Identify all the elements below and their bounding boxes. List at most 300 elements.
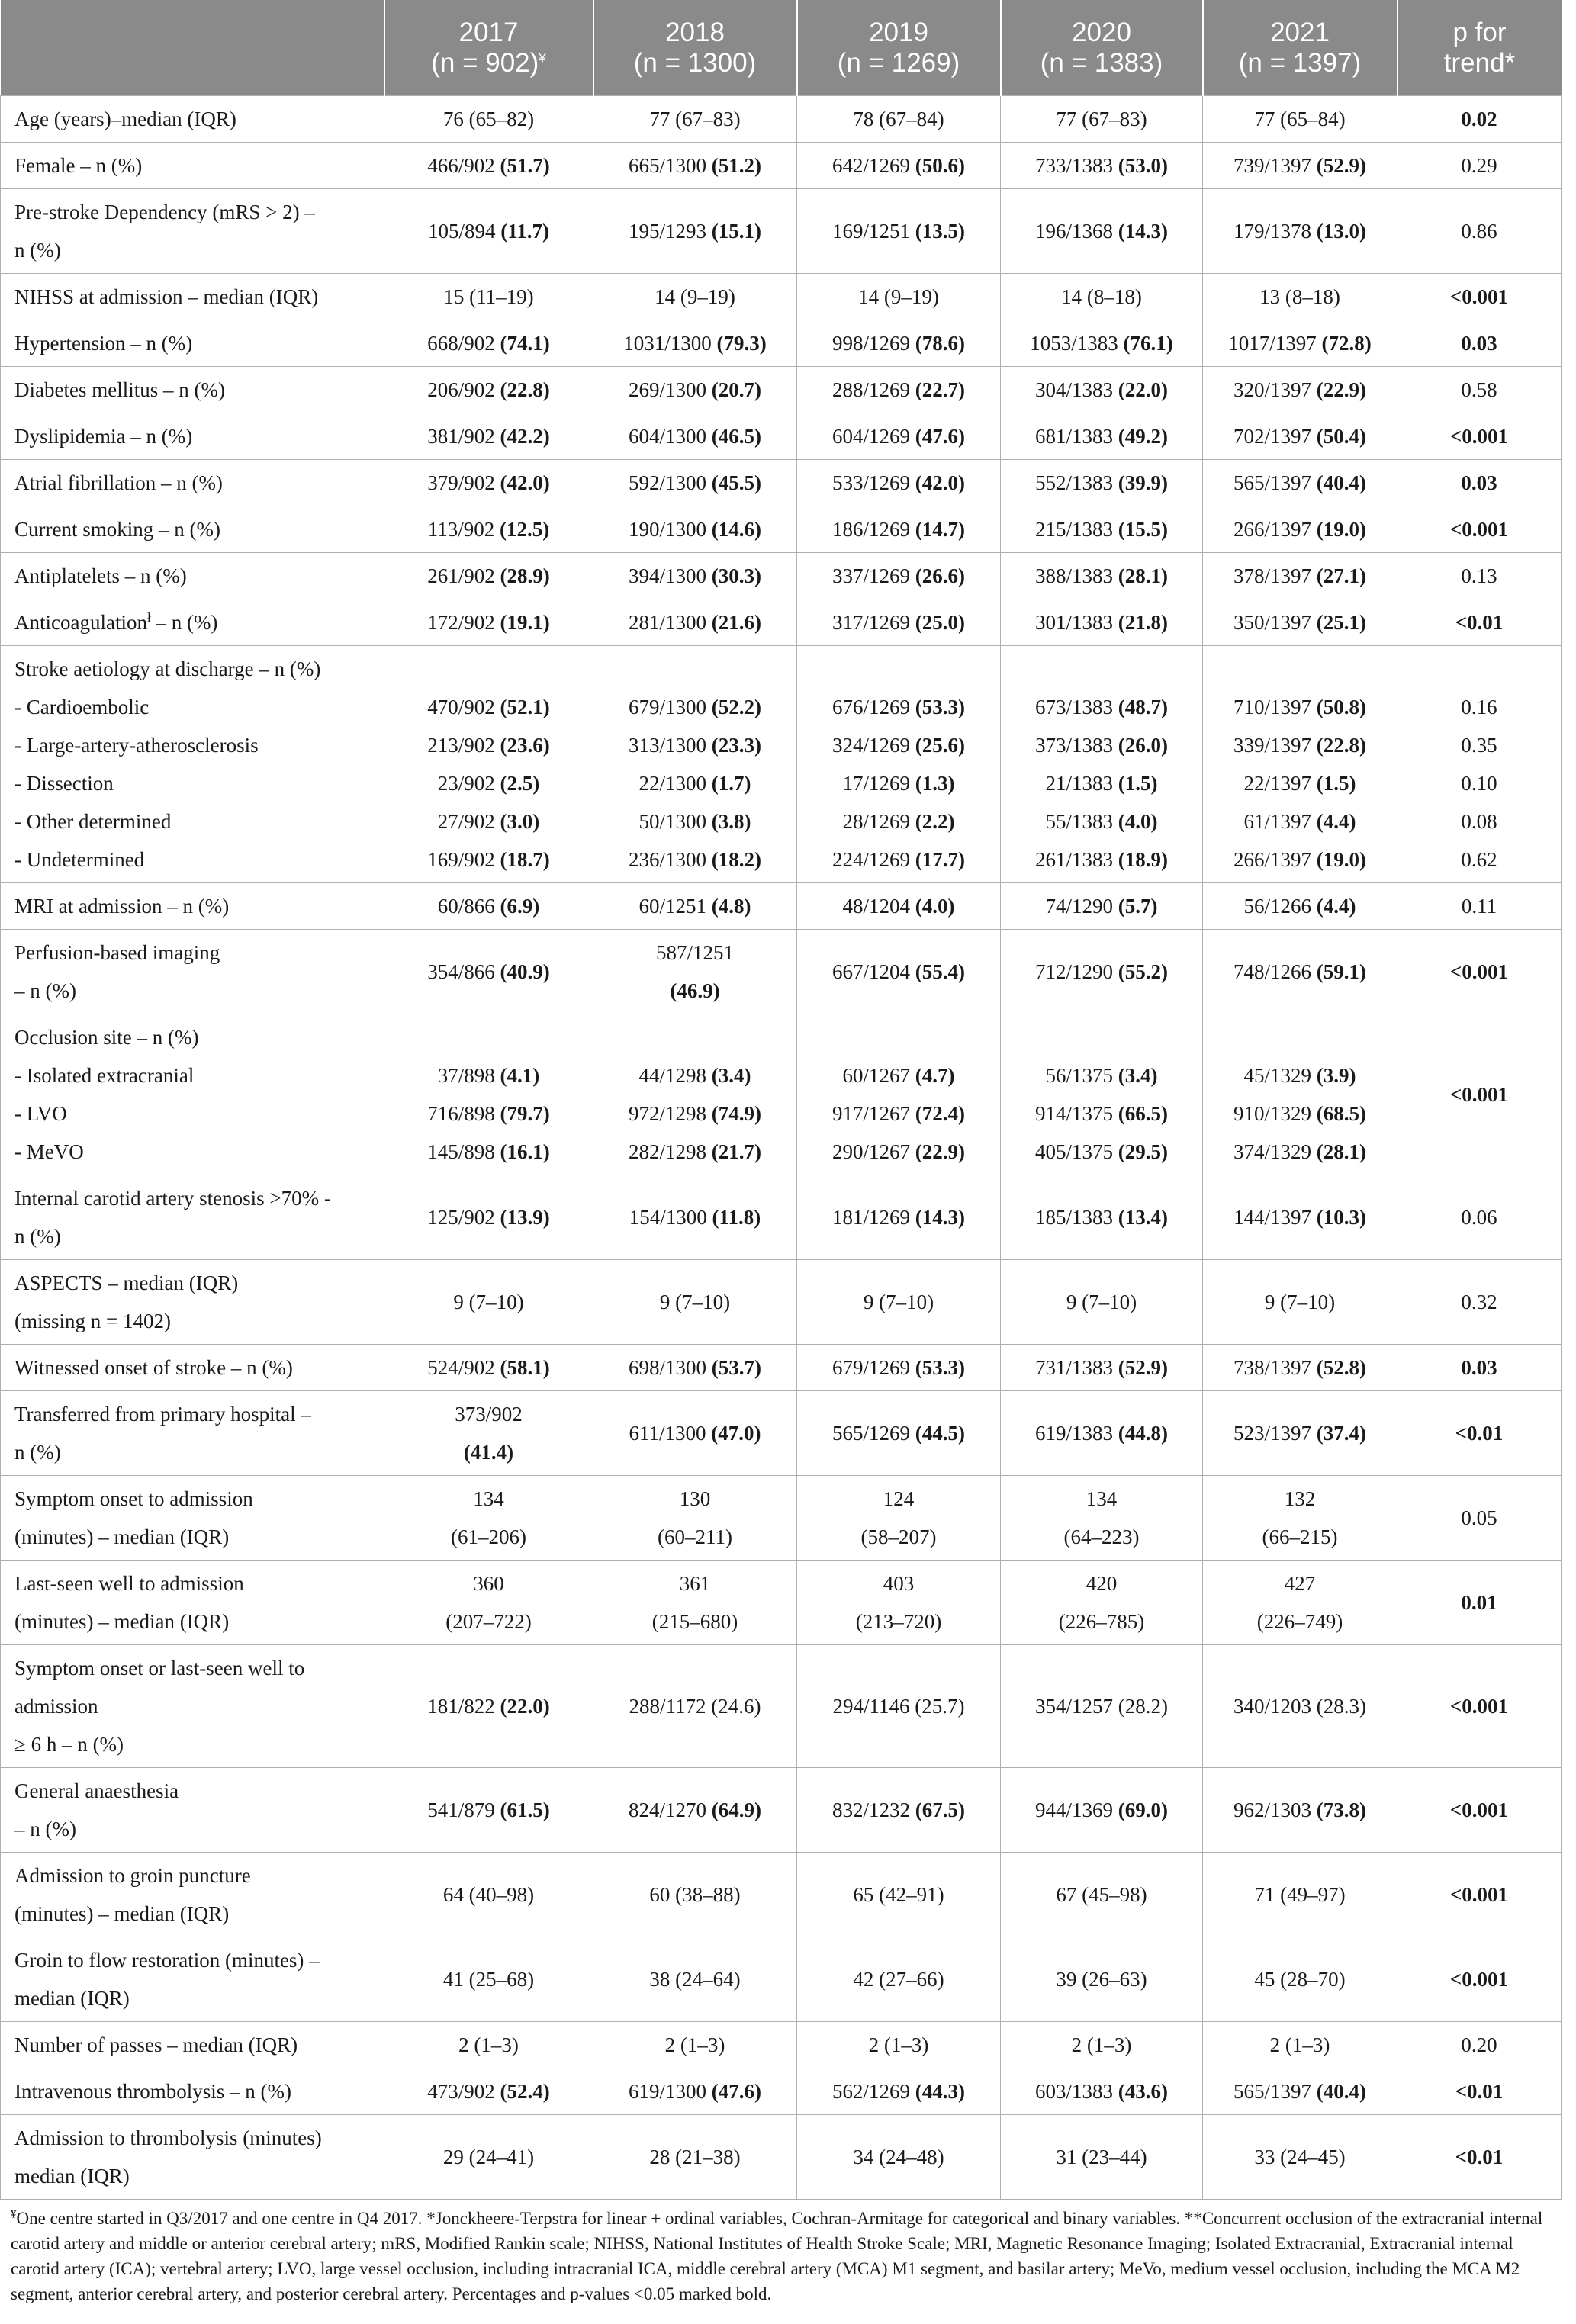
header-trend-line1: p for [1452,17,1507,47]
count-value: 403 [883,1572,915,1595]
count-value: 144/1397 [1233,1206,1317,1229]
percent-value: (22.9) [915,1140,965,1163]
value-cell [1203,1561,1397,1645]
p-trend-cell [1397,599,1562,646]
percent-value: (41.4) [463,1441,514,1464]
header-year-2019 [797,0,1001,96]
count-value: 37/898 [437,1064,500,1087]
value-cell [1203,1768,1397,1853]
row-label-cell [1,460,384,506]
row-label-line: Hypertension – n (%) [14,332,193,355]
value-cell [593,143,797,189]
median-value: 77 (67–83) [1056,108,1147,130]
p-value: 0.58 [1461,378,1497,401]
count-value: 681/1383 [1035,425,1118,448]
p-value: 0.03 [1461,332,1497,355]
value-cell [384,96,593,143]
p-value: <0.001 [1449,518,1509,541]
median-value: 2 (1–3) [868,2033,929,2056]
p-trend-cell [1397,1175,1562,1260]
header-year-2017 [384,0,593,96]
row-label-line: admission [14,1695,98,1718]
percent-value: (45.5) [711,471,761,494]
value-cell [1203,1853,1397,1937]
count-value: 360 [473,1572,504,1595]
count-value: 340/1203 (28.3) [1233,1695,1366,1718]
row-label-cell [1,1391,384,1476]
count-value: 266/1397 [1233,518,1317,541]
percent-value: (21.7) [711,1140,761,1163]
iqr-value: (226–749) [1256,1610,1343,1633]
row-label-cell [1,1645,384,1768]
percent-value: (46.9) [670,979,720,1002]
value-cell [797,320,1001,367]
percent-value: (37.4) [1316,1422,1366,1445]
count-value: 181/822 [427,1695,500,1718]
row-label-line: - Large-artery-atherosclerosis [14,734,259,757]
median-value: 76 (65–82) [442,108,535,130]
value-cell [1001,1175,1203,1260]
percent-value: (59.1) [1316,960,1366,983]
value-cell [593,96,797,143]
count-value: 1053/1383 [1030,332,1124,355]
footnote-mark: ¥ [11,2208,17,2221]
table-row [1,96,1562,143]
value-cell [1001,143,1203,189]
percent-value: (26.0) [1118,734,1168,757]
table-row [1,1260,1562,1345]
value-cell [1001,930,1203,1014]
row-label-cell [1,1561,384,1645]
row-label-line: - Cardioembolic [14,696,150,718]
median-value: 41 (25–68) [442,1968,535,1991]
percent-value: (14.7) [915,518,965,541]
count-value: 541/879 [427,1798,500,1821]
percent-value: (67.5) [915,1798,965,1821]
percent-value: (3.4) [1118,1064,1158,1087]
percent-value: (18.7) [500,848,550,871]
row-label-line: (minutes) – median (IQR) [14,1902,230,1925]
value-cell [1203,553,1397,599]
row-label-line: median (IQR) [14,1987,130,2010]
row-label-line: - Other determined [14,810,172,833]
percent-value: (16.1) [500,1140,550,1163]
count-value: 679/1300 [629,696,712,718]
count-value: 604/1300 [629,425,712,448]
count-value: 185/1383 [1035,1206,1118,1229]
header-trend [1397,0,1562,96]
value-cell [797,1645,1001,1768]
median-value: 28 (21–38) [649,2146,741,2168]
p-value: <0.001 [1449,1798,1509,1821]
percent-value: (25.6) [915,734,965,757]
percent-value: (53.0) [1118,154,1168,177]
value-cell [593,1937,797,2022]
value-cell [797,883,1001,930]
row-label-line: Age (years)–median (IQR) [14,108,236,130]
count-value: 712/1290 [1035,960,1118,983]
row-label-cell [1,883,384,930]
percent-value: (14.3) [915,1206,965,1229]
count-value: 998/1269 [832,332,915,355]
percent-value: (55.4) [915,960,965,983]
percent-value: (10.3) [1316,1206,1366,1229]
value-cell [384,2068,593,2115]
percent-value: (76.1) [1123,332,1173,355]
row-label-line: ASPECTS – median (IQR) [14,1271,239,1294]
count-value: 60/866 [437,895,500,918]
value-cell [384,1391,593,1476]
count-value: 213/902 [427,734,500,757]
value-cell [384,1014,593,1175]
count-value: 552/1383 [1035,471,1118,494]
percent-value: (40.4) [1316,471,1366,494]
value-cell [593,1175,797,1260]
table-row [1,2068,1562,2115]
count-value: 731/1383 [1035,1356,1118,1379]
percent-value: (1.7) [711,772,751,795]
count-value: 105/894 [427,220,501,243]
value-cell [593,320,797,367]
row-label-line: n (%) [14,1441,61,1464]
median-value: 13 (8–18) [1259,285,1340,308]
value-cell [797,599,1001,646]
row-label-cell [1,189,384,274]
count-value: 74/1290 [1045,895,1118,918]
header-year: 2019 [869,17,928,47]
count-value: 269/1300 [629,378,712,401]
table-row [1,1853,1562,1937]
p-value: 0.03 [1461,471,1497,494]
count-value: 132 [1284,1487,1316,1510]
percent-value: (4.4) [1316,810,1356,833]
value-cell [593,1561,797,1645]
value-cell [384,1561,593,1645]
count-value: 824/1270 [629,1798,712,1821]
value-cell [1203,599,1397,646]
p-trend-cell [1397,274,1562,320]
iqr-value: (61–206) [451,1525,526,1548]
value-cell [384,930,593,1014]
value-cell [384,1853,593,1937]
value-cell [593,599,797,646]
value-cell [593,460,797,506]
row-label-line: – n (%) [14,979,76,1002]
p-value: 0.10 [1461,772,1497,795]
p-value: 0.32 [1461,1291,1497,1313]
percent-value: (22.9) [1316,378,1366,401]
count-value: 592/1300 [629,471,712,494]
count-value: 716/898 [427,1102,500,1125]
count-value: 288/1172 (24.6) [629,1695,761,1718]
table-row [1,930,1562,1014]
percent-value: (30.3) [711,564,761,587]
row-label-line: Perfusion-based imaging [14,941,220,964]
row-label-cell [1,1768,384,1853]
value-cell [593,506,797,553]
header-label-cell [1,0,384,96]
row-label-cell [1,1937,384,2022]
value-cell [1203,367,1397,413]
count-value: 145/898 [427,1140,500,1163]
row-label-line: General anaesthesia [14,1779,179,1802]
percent-value: (28.1) [1118,564,1168,587]
value-cell [797,1391,1001,1476]
p-trend-cell [1397,96,1562,143]
count-value: 565/1269 [832,1422,915,1445]
percent-value: (23.6) [500,734,550,757]
percent-value: (74.9) [711,1102,761,1125]
percent-value: (42.0) [500,471,550,494]
row-label-cell [1,930,384,1014]
count-value: 914/1375 [1035,1102,1118,1125]
percent-value: (25.0) [915,611,965,634]
count-value: 394/1300 [629,564,712,587]
row-label: Anticoagulation [14,611,147,634]
row-label-line: Antiplatelets – n (%) [14,564,187,587]
percent-value: (39.9) [1118,471,1168,494]
count-value: 337/1269 [832,564,915,587]
percent-value: (25.1) [1316,611,1366,634]
value-cell [1001,367,1203,413]
median-value: 9 (7–10) [1264,1291,1336,1313]
header-year: 2020 [1072,17,1131,47]
value-cell [1203,320,1397,367]
p-value: <0.01 [1455,611,1504,634]
count-value: 668/902 [427,332,500,355]
p-trend-cell [1397,2022,1562,2068]
count-value: 190/1300 [629,518,712,541]
count-value: 565/1397 [1233,2080,1317,2103]
median-value: 65 (42–91) [853,1883,944,1906]
count-value: 21/1383 [1045,772,1118,795]
count-value: 466/902 [427,154,500,177]
percent-value: (40.4) [1316,2080,1366,2103]
header-trend-line2: trend* [1443,47,1516,78]
count-value: 55/1383 [1045,810,1118,833]
table-row [1,1175,1562,1260]
count-value: 1031/1300 [623,332,717,355]
value-cell [1001,2115,1203,2200]
count-value: 379/902 [427,471,500,494]
median-value: 33 (24–45) [1254,2146,1346,2168]
percent-value: (74.1) [500,332,550,355]
count-value: 48/1204 [842,895,915,918]
count-value: 288/1269 [832,378,915,401]
count-value: 611/1300 [629,1422,712,1445]
percent-value: (42.2) [500,425,550,448]
count-value: 324/1269 [832,734,915,757]
percent-value: (22.8) [500,378,550,401]
percent-value: (52.2) [711,696,761,718]
value-cell [1203,1391,1397,1476]
percent-value: (19.0) [1316,848,1366,871]
header-year: 2021 [1270,17,1330,47]
percent-value: (13.4) [1118,1206,1168,1229]
value-cell [1203,506,1397,553]
row-label-suffix: – n (%) [150,611,218,634]
count-value: 224/1269 [832,848,915,871]
percent-value: (4.0) [1118,810,1158,833]
count-value: 179/1378 [1233,220,1317,243]
value-cell [1001,1476,1203,1561]
row-label-line: – n (%) [14,1818,76,1840]
count-value: 354/866 [427,960,500,983]
percent-value: (4.0) [915,895,955,918]
count-value: 679/1269 [832,1356,915,1379]
median-value: 42 (27–66) [853,1968,944,1991]
row-label-cell [1,2115,384,2200]
percent-value: (3.9) [1316,1064,1356,1087]
value-cell [797,2115,1001,2200]
table-row [1,274,1562,320]
percent-value: (58.1) [500,1356,550,1379]
count-value: 702/1397 [1233,425,1317,448]
percent-value: (64.9) [711,1798,761,1821]
value-cell [384,460,593,506]
count-value: 524/902 [427,1356,500,1379]
count-value: 962/1303 [1233,1798,1317,1821]
row-label-cell [1,599,384,646]
count-value: 154/1300 [629,1206,712,1229]
median-value: 60 (38–88) [649,1883,741,1906]
value-cell [384,143,593,189]
percent-value: (21.6) [711,611,761,634]
footnote-text: One centre started in Q3/2017 and one centre in Q4 2017. *Jonckheere-Terpstra for linear + ordinal variables, Cochran-Armitage for categorical and binary variables. **Concurrent occlusion of the extracranial internal carotid artery and middle or anterior cerebral artery; mRS, Modified Rankin scale; NIHSS, National Institutes of Health Stroke Scale; MRI, Magnetic Resonance Imaging; Isolated Extracranial, Extracranial internal carotid artery (ICA); vertebral artery; LVO, large vessel occlusion, including intracranial ICA, middle cerebral artery (MCA) M1 segment, and basilar artery; MeVo, medium vessel occlusion, including the MCA M2 segment, anterior cerebral artery, and posterior cerebral artery. Percentages and p-values <0.05 marked bold. [11,2209,1543,2303]
iqr-value: (64–223) [1063,1525,1140,1548]
median-value: 45 (28–70) [1254,1968,1346,1991]
row-label-line: Witnessed onset of stroke – n (%) [14,1356,293,1379]
percent-value: (49.2) [1118,425,1168,448]
median-value: 2 (1–3) [1071,2033,1132,2056]
count-value: 27/902 [437,810,500,833]
median-value: 67 (45–98) [1056,1883,1147,1906]
count-value: 169/902 [427,848,500,871]
row-label-line: (missing n = 1402) [14,1310,171,1332]
count-value: 45/1329 [1243,1064,1317,1087]
value-cell [1203,2115,1397,2200]
count-value: 313/1300 [629,734,712,757]
row-label-line: Last-seen well to admission [14,1572,244,1595]
count-value: 587/1251 [655,941,734,964]
value-cell [593,274,797,320]
p-value: <0.001 [1449,960,1509,983]
value-cell [384,2115,593,2200]
p-trend-cell [1397,1391,1562,1476]
value-cell [797,189,1001,274]
median-value: 9 (7–10) [659,1291,731,1313]
p-trend-cell [1397,189,1562,274]
row-label-line: Female – n (%) [14,154,143,177]
percent-value: (66.5) [1118,1102,1168,1125]
percent-value: (53.3) [915,1356,965,1379]
iqr-value: (207–722) [445,1610,532,1633]
p-trend-cell [1397,883,1562,930]
value-cell [593,1345,797,1391]
row-label-cell [1,96,384,143]
count-value: 565/1397 [1233,471,1317,494]
value-cell [593,1476,797,1561]
count-value: 317/1269 [832,611,915,634]
count-value: 910/1329 [1233,1102,1317,1125]
value-cell [797,1768,1001,1853]
row-label-line: (minutes) – median (IQR) [14,1610,230,1633]
percent-value: (52.9) [1118,1356,1168,1379]
percent-value: (11.7) [500,220,549,243]
row-label-line: (minutes) – median (IQR) [14,1525,230,1548]
p-value: <0.001 [1449,1083,1509,1106]
value-cell [797,96,1001,143]
value-cell [797,1175,1001,1260]
value-cell [593,930,797,1014]
p-trend-cell [1397,506,1562,553]
percent-value: (78.6) [915,332,965,355]
iqr-value: (58–207) [860,1525,937,1548]
value-cell [384,1645,593,1768]
percent-value: (12.5) [500,518,550,541]
table-row [1,367,1562,413]
value-cell [797,930,1001,1014]
p-value: 0.06 [1461,1206,1497,1229]
value-cell [1203,460,1397,506]
percent-value: (47.6) [711,2080,761,2103]
p-trend-cell [1397,2115,1562,2200]
row-label-cell [1,274,384,320]
count-value: 562/1269 [832,2080,915,2103]
p-value: <0.001 [1449,285,1509,308]
percent-value: (52.8) [1316,1356,1366,1379]
percent-value: (4.8) [711,895,751,918]
p-trend-cell [1397,553,1562,599]
header-year-2021 [1203,0,1397,96]
count-value: 50/1300 [638,810,712,833]
percent-value: (61.5) [500,1798,550,1821]
row-label-cell [1,413,384,460]
value-cell [1203,274,1397,320]
count-value: 186/1269 [832,518,915,541]
value-cell [384,367,593,413]
value-cell [1001,460,1203,506]
percent-value: (1.5) [1118,772,1158,795]
percent-value: (50.6) [915,154,965,177]
count-value: 739/1397 [1233,154,1317,177]
value-cell [593,553,797,599]
percent-value: (42.0) [915,471,965,494]
row-label-cell [1,646,384,883]
p-trend-cell [1397,1937,1562,2022]
row-label-line: Admission to thrombolysis (minutes) [14,2126,322,2149]
count-value: 206/902 [427,378,500,401]
median-value: 77 (67–83) [649,108,741,130]
value-cell [797,553,1001,599]
count-value: 266/1397 [1233,848,1317,871]
row-label-line: Diabetes mellitus – n (%) [14,378,225,401]
value-cell [797,1014,1001,1175]
value-cell [1001,413,1203,460]
row-label-line: NIHSS at admission – median (IQR) [14,285,319,308]
value-cell [1001,320,1203,367]
count-value: 113/902 [427,518,500,541]
p-trend-cell [1397,143,1562,189]
value-cell [1001,1645,1203,1768]
iqr-value: (66–215) [1262,1525,1338,1548]
count-value: 236/1300 [629,848,712,871]
p-trend-cell [1397,1345,1562,1391]
p-trend-cell [1397,413,1562,460]
p-value: <0.001 [1449,425,1509,448]
value-cell [384,506,593,553]
value-cell [1001,506,1203,553]
